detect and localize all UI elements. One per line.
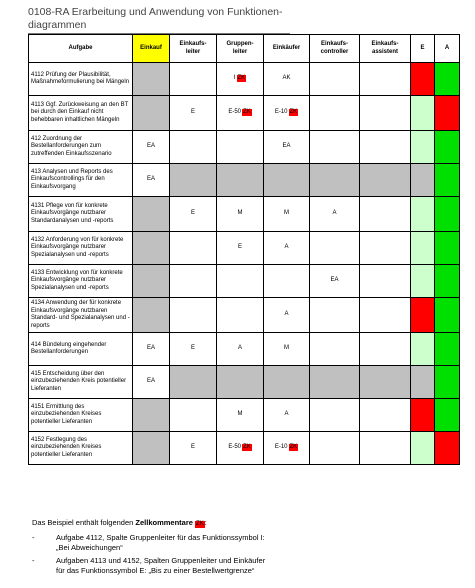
table-row	[29, 197, 460, 232]
bullet-dash: -	[32, 533, 35, 542]
status-a-cell	[435, 197, 460, 232]
status-e-cell	[411, 131, 435, 164]
function-symbol-cell	[133, 63, 170, 96]
function-symbol-cell	[217, 131, 264, 164]
task-cell: 4151 Ermittlung des einzubeziehenden Kreises potentieller Lieferanten	[29, 399, 133, 432]
status-e-cell	[411, 298, 435, 333]
column-header: A	[435, 35, 460, 63]
function-symbol-cell	[217, 232, 264, 265]
function-symbol: E-10	[274, 109, 288, 116]
function-symbol-cell	[264, 131, 310, 164]
task-cell: 414 Bündelung eingehender Bestellanforderungen	[29, 333, 133, 366]
function-symbol-cell	[264, 432, 310, 465]
function-symbol-cell	[310, 63, 360, 96]
function-symbol-cell	[133, 366, 170, 399]
function-symbol: M	[284, 210, 289, 217]
function-symbol-cell	[360, 265, 411, 298]
column-header: Einkaufs- controller	[310, 35, 360, 63]
function-symbol-cell	[310, 298, 360, 333]
function-symbol-cell	[264, 96, 310, 131]
function-symbol-cell	[217, 96, 264, 131]
table-row	[29, 265, 460, 298]
footer-intro	[32, 518, 452, 528]
task-cell: 4112 Prüfung der Plausibilität, Maßnahmeformulierung bei Mängeln	[29, 63, 133, 96]
function-symbol-cell	[170, 333, 217, 366]
function-symbol-cell	[310, 432, 360, 465]
status-a-cell	[435, 366, 460, 399]
function-symbol: E	[190, 444, 195, 451]
status-a-cell	[435, 333, 460, 366]
function-symbol: AK	[282, 75, 291, 82]
task-cell: 4131 Pflege von für konkrete Einkaufsvorgänge nutzbarer Standardanalysen und -reports	[29, 197, 133, 232]
table-row	[29, 366, 460, 399]
table-row	[29, 232, 460, 265]
function-symbol-cell	[310, 232, 360, 265]
function-symbol-cell	[264, 232, 310, 265]
footer-comment-list	[32, 533, 452, 575]
task-cell: 4152 Festlegung des einzubeziehenden Kreises potentieller Lieferanten	[29, 432, 133, 465]
status-e-cell	[411, 197, 435, 232]
column-header: Einkaufs- assistent	[360, 35, 411, 63]
function-symbol-cell	[217, 399, 264, 432]
function-symbol-cell	[310, 164, 360, 197]
table-row	[29, 164, 460, 197]
function-symbol-cell	[264, 164, 310, 197]
function-symbol-cell	[264, 63, 310, 96]
cell-comment-marker[interactable]: ZK	[289, 444, 298, 451]
function-symbol-cell	[170, 298, 217, 333]
footer-item-line-1: Aufgaben 4113 und 4152, Spalten Gruppenleiter und Einkäufer	[56, 556, 266, 565]
function-symbol-cell	[217, 366, 264, 399]
task-cell: 415 Entscheidung über den einzubeziehenden Kreis potentieller Lieferanten	[29, 366, 133, 399]
column-header: Einkauf	[133, 35, 170, 63]
function-symbol-cell	[310, 333, 360, 366]
task-cell: 4134 Anwendung der für konkrete Einkaufsvorgänge nutzbaren Standard- und Spezialanalysen und -reports	[29, 298, 133, 333]
function-symbol-cell	[170, 265, 217, 298]
table-header-row	[29, 35, 460, 63]
function-symbol-cell	[310, 265, 360, 298]
function-symbol-cell	[264, 333, 310, 366]
function-symbol-cell	[217, 333, 264, 366]
title-line-1: 0108-RA Erarbeitung und Anwendung von Funktionen-	[28, 6, 283, 18]
document-title	[28, 6, 328, 32]
status-e-cell	[411, 265, 435, 298]
function-symbol-cell	[133, 232, 170, 265]
status-e-cell	[411, 366, 435, 399]
status-a-cell	[435, 432, 460, 465]
table-row	[29, 131, 460, 164]
function-symbol-cell	[360, 399, 411, 432]
function-symbol: E-50	[228, 109, 241, 116]
function-symbol-cell	[310, 197, 360, 232]
function-symbol-cell	[217, 164, 264, 197]
function-symbol-cell	[360, 232, 411, 265]
function-symbol: A	[332, 210, 337, 217]
function-symbol-cell	[310, 96, 360, 131]
cell-comment-marker[interactable]: ZK	[237, 75, 246, 82]
bullet-dash: -	[32, 556, 35, 565]
function-symbol-cell	[170, 96, 217, 131]
function-symbol-cell	[360, 197, 411, 232]
column-header: Einkaufs- leiter	[170, 35, 217, 63]
cell-comment-marker[interactable]: ZK	[243, 444, 251, 451]
function-symbol: A	[284, 244, 289, 251]
status-e-cell	[411, 399, 435, 432]
footer-comment-item	[32, 533, 452, 552]
function-symbol: EA	[330, 277, 339, 284]
function-symbol-cell	[217, 432, 264, 465]
table-row	[29, 399, 460, 432]
function-diagram-table	[28, 34, 460, 465]
table-row	[29, 298, 460, 333]
status-e-cell	[411, 333, 435, 366]
table-row	[29, 333, 460, 366]
footer-item-line-2: für das Funktionssymbol E: „Bis zu einer Bestellwertgrenze“	[56, 565, 255, 575]
status-a-cell	[435, 164, 460, 197]
function-symbol: A	[284, 411, 289, 418]
function-symbol-cell	[360, 96, 411, 131]
status-a-cell	[435, 131, 460, 164]
function-symbol-cell	[170, 164, 217, 197]
task-cell: 4132 Anforderung von für konkrete Einkaufsvorgänge nutzbarer Spezialanalysen und -reports	[29, 232, 133, 265]
function-symbol-cell	[133, 197, 170, 232]
footer-intro-bold: Zellkommentare	[135, 518, 193, 527]
function-symbol-cell	[310, 366, 360, 399]
footer-intro-colon: :	[204, 518, 207, 527]
function-symbol-cell	[264, 197, 310, 232]
status-e-cell	[411, 63, 435, 96]
status-a-cell	[435, 63, 460, 96]
function-symbol-cell	[170, 131, 217, 164]
function-symbol: EA	[146, 345, 155, 352]
function-symbol-cell	[360, 333, 411, 366]
function-symbol-cell	[133, 399, 170, 432]
function-symbol: E	[237, 244, 242, 251]
function-symbol-cell	[170, 399, 217, 432]
task-cell: 4133 Entwicklung von für konkrete Einkaufsvorgänge nutzbarer Spezialanalysen und -reports	[29, 265, 133, 298]
function-symbol-cell	[360, 366, 411, 399]
function-symbol-cell	[264, 366, 310, 399]
table-body	[29, 63, 460, 465]
function-symbol-cell	[360, 298, 411, 333]
column-header: Gruppen- leiter	[217, 35, 264, 63]
function-symbol: E	[190, 210, 195, 217]
column-header: E	[411, 35, 435, 63]
function-symbol: M	[237, 411, 243, 418]
function-symbol: M	[237, 210, 243, 217]
function-symbol: E-50	[228, 444, 241, 451]
function-symbol-cell	[217, 265, 264, 298]
function-symbol-cell	[133, 164, 170, 197]
function-symbol: EA	[146, 176, 155, 183]
status-e-cell	[411, 232, 435, 265]
footer-item-line-2: „Bei Abweichungen“	[56, 542, 123, 552]
function-symbol: E-10	[274, 444, 288, 451]
task-cell: 413 Analysen und Reports des Einkaufscontrollings für den Einkaufsvorgang	[29, 164, 133, 197]
function-symbol-cell	[217, 63, 264, 96]
function-symbol-cell	[170, 63, 217, 96]
function-symbol-cell	[264, 399, 310, 432]
status-a-cell	[435, 96, 460, 131]
function-symbol: E	[190, 109, 195, 116]
footer-intro-text: Das Beispiel enthält folgenden	[32, 518, 136, 527]
footer-notes	[32, 518, 452, 579]
function-symbol-cell	[360, 63, 411, 96]
function-symbol-cell	[310, 399, 360, 432]
function-symbol-cell	[133, 432, 170, 465]
status-e-cell	[411, 164, 435, 197]
function-symbol: I	[233, 75, 236, 82]
function-symbol-cell	[133, 265, 170, 298]
function-symbol-cell	[310, 131, 360, 164]
function-symbol-cell	[133, 298, 170, 333]
table-row	[29, 63, 460, 96]
function-symbol-cell	[133, 96, 170, 131]
status-a-cell	[435, 265, 460, 298]
function-symbol: EA	[146, 378, 155, 385]
function-symbol-cell	[360, 131, 411, 164]
status-e-cell	[411, 432, 435, 465]
status-a-cell	[435, 298, 460, 333]
task-cell: 4113 Ggf. Zurückweisung an den BT bei durch den Einkauf nicht behebbaren inhaltlichen Mängeln	[29, 96, 133, 131]
status-e-cell	[411, 96, 435, 131]
function-symbol: E	[190, 345, 195, 352]
cell-comment-marker[interactable]: ZK	[289, 109, 298, 116]
function-symbol: A	[284, 311, 289, 318]
cell-comment-marker[interactable]: ZK	[243, 109, 251, 116]
function-symbol-cell	[170, 432, 217, 465]
function-symbol: EA	[282, 143, 291, 150]
comment-marker-legend: ZK	[196, 521, 204, 527]
function-symbol-cell	[170, 197, 217, 232]
column-header: Einkäufer	[264, 35, 310, 63]
table-row	[29, 96, 460, 131]
status-a-cell	[435, 232, 460, 265]
footer-comment-item	[32, 556, 452, 575]
table-row	[29, 432, 460, 465]
function-symbol-cell	[133, 333, 170, 366]
function-symbol: A	[237, 345, 242, 352]
footer-item-line-1: Aufgabe 4112, Spalte Gruppenleiter für das Funktionssymbol I:	[56, 533, 265, 542]
function-symbol-cell	[360, 164, 411, 197]
function-symbol-cell	[217, 298, 264, 333]
function-symbol-cell	[217, 197, 264, 232]
function-symbol: M	[284, 345, 289, 352]
function-symbol-cell	[264, 298, 310, 333]
title-line-2: diagrammen	[28, 19, 87, 31]
function-symbol-cell	[360, 432, 411, 465]
status-a-cell	[435, 399, 460, 432]
function-symbol: EA	[146, 143, 155, 150]
function-symbol-cell	[133, 131, 170, 164]
column-header: Aufgabe	[29, 35, 133, 63]
function-symbol-cell	[264, 265, 310, 298]
function-symbol-cell	[170, 232, 217, 265]
task-cell: 412 Zuordnung der Bestellanforderungen zum zutreffenden Einkaufsszenario	[29, 131, 133, 164]
function-symbol-cell	[170, 366, 217, 399]
